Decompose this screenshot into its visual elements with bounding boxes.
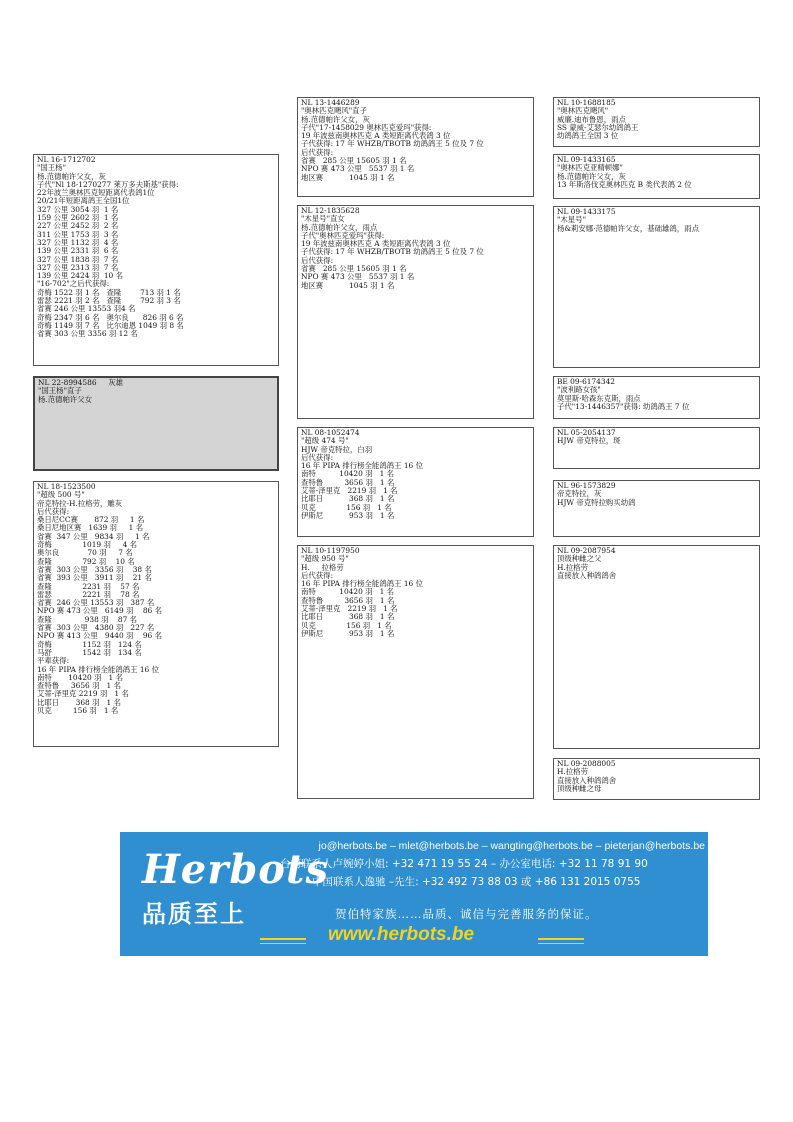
pedigree-line: NL 16-1712702 — [37, 155, 96, 164]
pedigree-line: 艾蒂-泽里克 2219 羽 1 名 — [37, 689, 129, 699]
pedigree-line: 省赛 347 公里 9834 羽 1 名 — [37, 531, 150, 541]
pedigree-line: "超级 950 号" — [301, 554, 349, 564]
pedigree-line: 帝克特拉，灰 — [557, 489, 602, 499]
pedigree-line: "奥林匹克亚精顿娜" — [557, 163, 623, 173]
pedigree-line: NL 09-1433175 — [557, 207, 616, 216]
pedigree-line: 311 公里 1753 羽 3 名 — [37, 229, 119, 239]
pedigree-line: NL 09-2087954 — [557, 546, 616, 555]
divider-right — [538, 938, 584, 940]
pedigree-line: 贝克 156 羽 1 名 — [301, 620, 392, 630]
pedigree-line: 马舒 1542 羽 134 名 — [37, 647, 142, 657]
pedigree-line: 奥尔良 70 羽 7 名 — [37, 548, 133, 558]
pedigree-line: NL 22-8994586 灰雄 — [38, 378, 124, 387]
pedigree-line: 19 年波兹南奥林匹克 A 类短距离代表鸽 3 位 — [301, 131, 451, 141]
pedigree-ddd — [553, 758, 760, 800]
pedigree-line: 杨.范德帕许父女，灰 — [301, 114, 370, 124]
pedigree-line: NL 12-1835628 — [301, 206, 360, 215]
pedigree-line: 比耶日 368 羽 1 名 — [301, 494, 395, 504]
pedigree-line: 省赛 303 公里 4380 羽 227 名 — [37, 623, 155, 633]
pedigree-line: 查隆 938 羽 87 名 — [37, 614, 138, 624]
banner-contact-china: 中国联系人逸驰 –先生: +32 492 73 88 03 或 +86 131 2015 0755 — [312, 876, 641, 888]
pedigree-line: 327 公里 1132 羽 4 名 — [37, 237, 119, 247]
pedigree-dam-dam — [297, 545, 534, 799]
pedigree-line: 比耶日 368 羽 1 名 — [301, 612, 395, 622]
pedigree-line: NPO 赛 473 公里 6149 羽 86 名 — [37, 606, 162, 616]
pedigree-line: 16 年 PIPA 排行榜全能鸽鸽王 16 位 — [37, 664, 159, 674]
divider-right-thin — [538, 943, 584, 944]
pedigree-line: 327 公里 2313 羽 7 名 — [37, 262, 119, 272]
divider-left — [260, 938, 306, 940]
pedigree-line: 后代获得: — [301, 147, 334, 157]
pedigree-line: 子代"13-1446357"获得: 幼鸽鸽王 7 位 — [557, 401, 690, 411]
pedigree-line: 子代获得: 17 年 WHZB/TBOTB 幼鸽鸽王 5 位及 7 位 — [301, 139, 484, 149]
pedigree-line: 省赛 303 公里 3356 羽 38 名 — [37, 564, 152, 574]
divider-left-thin — [260, 943, 306, 944]
pedigree-line: NL 18-1523500 — [37, 482, 96, 491]
pedigree-line: 艾蒂-泽里克 2219 羽 1 名 — [301, 486, 398, 496]
pedigree-line: 20/21年短距离鸽王全国1位 — [37, 196, 130, 206]
pedigree-line: 子代获得: 17 年 WHZB/TBOTB 幼鸽鸽王 5 位及 7 位 — [301, 247, 484, 257]
pedigree-line: 平辈获得: — [37, 656, 70, 666]
pedigree-line: NL 09-1433165 — [557, 155, 616, 164]
pedigree-line: NL 10-1197950 — [301, 546, 360, 555]
pedigree-line: 地区赛 1045 羽 1 名 — [301, 280, 395, 290]
pedigree-line: 13 年斯洛伐克奥林匹克 B 类代表鸽 2 位 — [557, 179, 692, 189]
pedigree-line: 莫里斯·哈森东克斯，雨点 — [557, 393, 641, 403]
pedigree-line: 后代获得: — [301, 452, 334, 462]
pedigree-line: 227 公里 2452 羽 2 名 — [37, 221, 119, 231]
pedigree-line: NL 05-2054137 — [557, 428, 616, 437]
pedigree-line: 省赛 393 公里 3911 羽 21 名 — [37, 573, 152, 583]
pedigree-line: 奇梅 1522 羽 1 名 查隆 713 羽 1 名 — [37, 287, 181, 297]
pedigree-line: 省赛 246 公里 13553 羽4 名 — [37, 304, 136, 314]
pedigree-line: 南特 10420 羽 1 名 — [37, 672, 123, 682]
pedigree-line: 比耶日 368 羽 1 名 — [37, 697, 121, 707]
pedigree-line: 后代获得: — [301, 570, 334, 580]
pedigree-dss — [553, 427, 760, 469]
pedigree-dam — [33, 481, 279, 747]
pedigree-line: "波利路女孩" — [557, 385, 601, 395]
pedigree-line: "木星号"直女 — [301, 214, 345, 224]
pedigree-line: 杨.范德帕许父女 — [38, 394, 93, 404]
banner-slogan: 品质至上 — [142, 900, 246, 928]
pedigree-sire — [33, 154, 279, 366]
website-link[interactable]: www.herbots.be — [328, 924, 475, 945]
pedigree-line: 省赛 285 公里 15605 羽 1 名 — [301, 156, 407, 166]
pedigree-sire-dam — [297, 205, 534, 419]
pedigree-line: "超级 500 号" — [37, 490, 85, 500]
pedigree-line: NL 08-1052474 — [301, 428, 360, 437]
pedigree-line: 贝克 156 羽 1 名 — [301, 502, 392, 512]
pedigree-line: 伊斯尼 953 羽 1 名 — [301, 510, 395, 520]
pedigree-line: 327 公里 3054 羽 1 名 — [37, 204, 119, 214]
pedigree-line: 省赛 246 公里 13553 羽 387 名 — [37, 598, 155, 608]
pedigree-line: 19 年波兹南奥林匹克 A 类短距离代表鸽 3 位 — [301, 239, 451, 249]
pedigree-line: 16 年 PIPA 排行榜全能鸽鸽王 16 位 — [301, 579, 423, 589]
pedigree-line: 139 公里 2424 羽 10 名 — [37, 271, 123, 281]
pedigree-line: "超级 474 号" — [301, 436, 349, 446]
pedigree-line: NL 10-1688185 — [557, 98, 616, 107]
pedigree-line: NPO 赛 473 公里 5537 羽 1 名 — [301, 272, 415, 282]
pedigree-line: 查特鲁 3656 羽 1 名 — [301, 595, 395, 605]
pedigree-line: 查特鲁 3656 羽 1 名 — [37, 681, 121, 691]
pedigree-line: 子代"17-1458029 奥林匹克爱玛"获得: — [301, 122, 432, 132]
pedigree-line: 直接放入种鸽鸽舍 — [557, 775, 617, 785]
pedigree-line: 雷瑟 2221 羽 78 名 — [37, 589, 140, 599]
pedigree-line: 地区赛 1045 羽 1 名 — [301, 172, 395, 182]
pedigree-line: 威廉.迪布鲁恩，雨点 — [557, 114, 626, 124]
pedigree-line: 省赛 303 公里 3356 羽 12 名 — [37, 329, 138, 339]
banner-contact-taiwan: 台湾联系人卢婉婷小姐: +32 471 19 55 24 – 办公室电话: +32 11 78 91 90 — [280, 858, 648, 870]
pedigree-line: "奥林匹克飓风"直子 — [301, 106, 367, 116]
pedigree-line: 奇梅 2347 羽 6 名 奥尔良 826 羽 6 名 — [37, 312, 184, 322]
pedigree-subject — [33, 376, 279, 471]
pedigree-line: 贝克 156 羽 1 名 — [37, 706, 119, 716]
pedigree-line: 139 公里 2331 羽 6 名 — [37, 246, 119, 256]
pedigree-line: NPO 赛 473 公里 5537 羽 1 名 — [301, 164, 415, 174]
pedigree-line: 杨&莉安娜·范德帕许父女，基础雄鸽，雨点 — [557, 223, 699, 233]
pedigree-line: 艾蒂-泽里克 2219 羽 1 名 — [301, 604, 398, 614]
pedigree-line: 帝克特拉-H.拉格劳，雕灰 — [37, 498, 123, 508]
pedigree-line: 杨.范德帕许父女，灰 — [557, 171, 626, 181]
pedigree-line: 南特 10420 羽 1 名 — [301, 587, 395, 597]
banner-tagline: 贺伯特家族……品质、诚信与完善服务的保证。 — [335, 907, 598, 921]
pedigree-line: H.拉格劳 — [557, 767, 588, 777]
pedigree-line: NL 13-1446289 — [301, 98, 360, 107]
pedigree-sds — [553, 206, 760, 368]
pedigree-line: "国王杨"直子 — [38, 386, 82, 396]
pedigree-line: 子代"Nl 18-1270277 莱万多夫斯基"获得: — [37, 179, 179, 189]
pedigree-line: BE 09-6174342 — [557, 377, 615, 386]
pedigree-line: 查特鲁 3656 羽 1 名 — [301, 477, 395, 487]
herbots-logo: Herbots — [142, 846, 329, 893]
pedigree-line: 奇梅 1152 羽 124 名 — [37, 639, 142, 649]
pedigree-line: 顶级种雌之父 — [557, 554, 602, 564]
pedigree-dsd — [553, 480, 760, 537]
pedigree-sss — [553, 97, 760, 147]
pedigree-line: 伊斯尼 953 羽 1 名 — [301, 628, 395, 638]
pedigree-line: HJW 帝克特拉，斑 — [557, 436, 621, 446]
pedigree-line: 22年波兰奥林匹克短距离代表鸽1位 — [37, 188, 155, 198]
pedigree-ssd — [553, 154, 760, 199]
banner-emails[interactable]: jo@herbots.be – mlet@herbots.be – wangting@herbots.be – pieterjan@herbots.be — [318, 840, 705, 852]
pedigree-line: 杨.范德帕许父女，灰 — [37, 171, 106, 181]
pedigree-line: 直接放入种鸽鸽舍 — [557, 570, 617, 580]
pedigree-line: 子代"奥林匹克爱玛"获得: — [301, 230, 385, 240]
pedigree-line: 后代获得: — [301, 255, 334, 265]
pedigree-line: NL 96-1573829 — [557, 481, 616, 490]
herbots-banner — [120, 832, 708, 956]
pedigree-line: "国王杨" — [37, 163, 66, 173]
pedigree-line: 奇梅 1019 羽 4 名 — [37, 540, 138, 550]
pedigree-sdd — [553, 376, 760, 419]
pedigree-line: 雷瑟 2221 羽 2 名 查隆 792 羽 3 名 — [37, 296, 181, 306]
pedigree-line: 幼鸽鸽王全国 3 位 — [557, 131, 619, 141]
pedigree-line: 南特 10420 羽 1 名 — [301, 469, 395, 479]
pedigree-line: 16 年 PIPA 排行榜全能鸽鸽王 16 位 — [301, 461, 423, 471]
pedigree-line: SS 蒙威-艾瑟尔幼鸽鸽王 — [557, 122, 639, 132]
pedigree-dam-sire — [297, 427, 534, 537]
pedigree-line: H. 拉格劳 — [301, 562, 344, 572]
pedigree-line: 159 公里 2602 羽 1 名 — [37, 213, 119, 223]
pedigree-line: 查隆 792 羽 10 名 — [37, 556, 135, 566]
pedigree-line: 省赛 285 公里 15605 羽 1 名 — [301, 264, 407, 274]
pedigree-line: 奇梅 1149 羽 7 名 比尔迪恩 1049 羽 8 名 — [37, 320, 184, 330]
pedigree-line: HJW 帝克特拉，白羽 — [301, 444, 373, 454]
pedigree-line: NPO 赛 413 公里 9440 羽 96 名 — [37, 631, 162, 641]
pedigree-sire-sire — [297, 97, 534, 197]
pedigree-line: NL 09-2088005 — [557, 759, 616, 768]
pedigree-line: 查隆 2231 羽 57 名 — [37, 581, 140, 591]
pedigree-line: "16-702"之后代获得: — [37, 279, 110, 289]
pedigree-line: 杨.范德帕许父女，雨点 — [301, 222, 378, 232]
pedigree-line: "木星号" — [557, 215, 586, 225]
pedigree-line: 后代获得: — [37, 506, 70, 516]
pedigree-line: "奥林匹克飓风" — [557, 106, 609, 116]
pedigree-dds — [553, 545, 760, 749]
pedigree-line: 桑日尼CC赛 872 羽 1 名 — [37, 515, 145, 525]
pedigree-line: 桑日尼地区赛 1639 羽 1 名 — [37, 523, 144, 533]
pedigree-line: 327 公里 1838 羽 7 名 — [37, 254, 119, 264]
pedigree-line: 顶级种雌之母 — [557, 783, 602, 793]
pedigree-line: HJW 帝克特拉购买幼鸽 — [557, 497, 636, 507]
pedigree-line: H.拉格劳 — [557, 562, 588, 572]
